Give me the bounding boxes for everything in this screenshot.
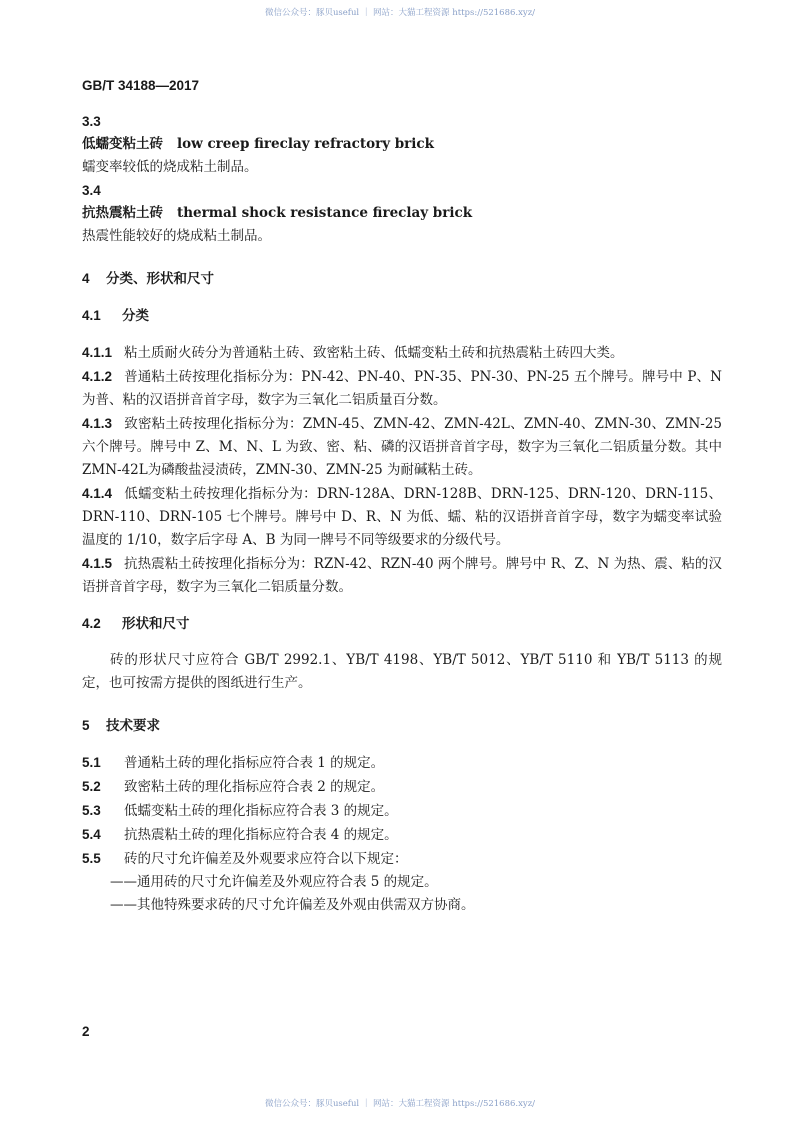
clause-5-5: 5.5 砖的尺寸允许偏差及外观要求应符合以下规定： bbox=[82, 851, 408, 867]
clause-4-1-4: 4.1.4 低蠕变粘土砖按理化指标分为：DRN-128A、DRN-128B、DRN-125、DRN-120、DRN-115、DRN-110、DRN-105 七个牌号。牌号中 D、R、N 为低、蠕、粘的汉语拼音首字母，数字为蠕变率试验温度的 1/10，数字后字母 A、B 为同一牌号不同等级要求的分级代号。 bbox=[82, 486, 722, 548]
section-4-1-heading: 4.1 分类 bbox=[82, 308, 149, 324]
doc-header: GB/T 34188—2017 bbox=[82, 78, 200, 93]
clause-5-2: 5.2 致密粘土砖的理化指标应符合表 2 的规定。 bbox=[82, 779, 385, 795]
section-5-heading: 5 技术要求 bbox=[82, 718, 160, 734]
definition-3-3: 蠕变率较低的烧成粘土制品。 bbox=[82, 159, 258, 175]
clause-5-4: 5.4 抗热震粘土砖的理化指标应符合表 4 的规定。 bbox=[82, 827, 398, 843]
term-zh: 抗热震粘土砖 bbox=[82, 205, 163, 221]
term-en: thermal shock resistance fireclay brick bbox=[177, 205, 473, 221]
term-en: low creep fireclay refractory brick bbox=[177, 136, 435, 152]
watermark-top: 微信公众号：豚贝useful ｜ 网站：大猫工程资源 https://521686.xyz/ bbox=[264, 8, 536, 18]
clause-number-3-3: 3.3 bbox=[82, 114, 101, 129]
clause-5-3: 5.3 低蠕变粘土砖的理化指标应符合表 3 的规定。 bbox=[82, 803, 398, 819]
dash-item-2: ——其他特殊要求砖的尺寸允许偏差及外观由供需双方协商。 bbox=[110, 897, 475, 913]
section-4-heading: 4 分类、形状和尺寸 bbox=[82, 271, 214, 287]
clause-4-1-3: 4.1.3 致密粘土砖按理化指标分为：ZMN-45、ZMN-42、ZMN-42L、ZMN-40、ZMN-30、ZMN-25 六个牌号。牌号中 Z、M、N、L 为致、密、粘、磷的汉语拼音首字母，数字为三氧化二铝质量分数。其中 ZMN-42L为磷酸盐浸渍砖，ZMN-30、ZMN-25 为耐碱粘土砖。 bbox=[82, 416, 723, 478]
document-body bbox=[82, 74, 722, 917]
section-4-2-heading: 4.2 形状和尺寸 bbox=[82, 616, 190, 632]
clause-number-3-4: 3.4 bbox=[82, 183, 101, 198]
term-3-4 bbox=[82, 202, 722, 225]
clause-4-1-2: 4.1.2 普通粘土砖按理化指标分为：PN-42、PN-40、PN-35、PN-30、PN-25 五个牌号。牌号中 P、N 为普、粘的汉语拼音首字母，数字为三氧化二铝质量百分数。 bbox=[82, 369, 722, 408]
watermark-bottom: 微信公众号：豚贝useful ｜ 网站：大猫工程资源 https://521686.xyz/ bbox=[264, 1099, 536, 1109]
term-3-3 bbox=[82, 133, 722, 156]
clause-4-1-1: 4.1.1 粘土质耐火砖分为普通粘土砖、致密粘土砖、低蠕变粘土砖和抗热震粘土砖四大类。 bbox=[82, 345, 624, 361]
definition-3-4: 热震性能较好的烧成粘土制品。 bbox=[82, 228, 271, 244]
section-4-2-text: 砖的形状尺寸应符合 GB/T 2992.1、YB/T 4198、YB/T 5012、YB/T 5110 和 YB/T 5113 的规定，也可按需方提供的图纸进行生产。 bbox=[82, 652, 722, 691]
term-zh: 低蠕变粘土砖 bbox=[82, 136, 163, 152]
page-number: 2 bbox=[82, 1024, 90, 1039]
clause-5-1: 5.1 普通粘土砖的理化指标应符合表 1 的规定。 bbox=[82, 755, 385, 771]
clause-4-1-5: 4.1.5 抗热震粘土砖按理化指标分为：RZN-42、RZN-40 两个牌号。牌号中 R、Z、N 为热、震、粘的汉语拼音首字母，数字为三氧化二铝质量分数。 bbox=[82, 556, 722, 595]
dash-item-1: ——通用砖的尺寸允许偏差及外观应符合表 5 的规定。 bbox=[110, 874, 438, 890]
